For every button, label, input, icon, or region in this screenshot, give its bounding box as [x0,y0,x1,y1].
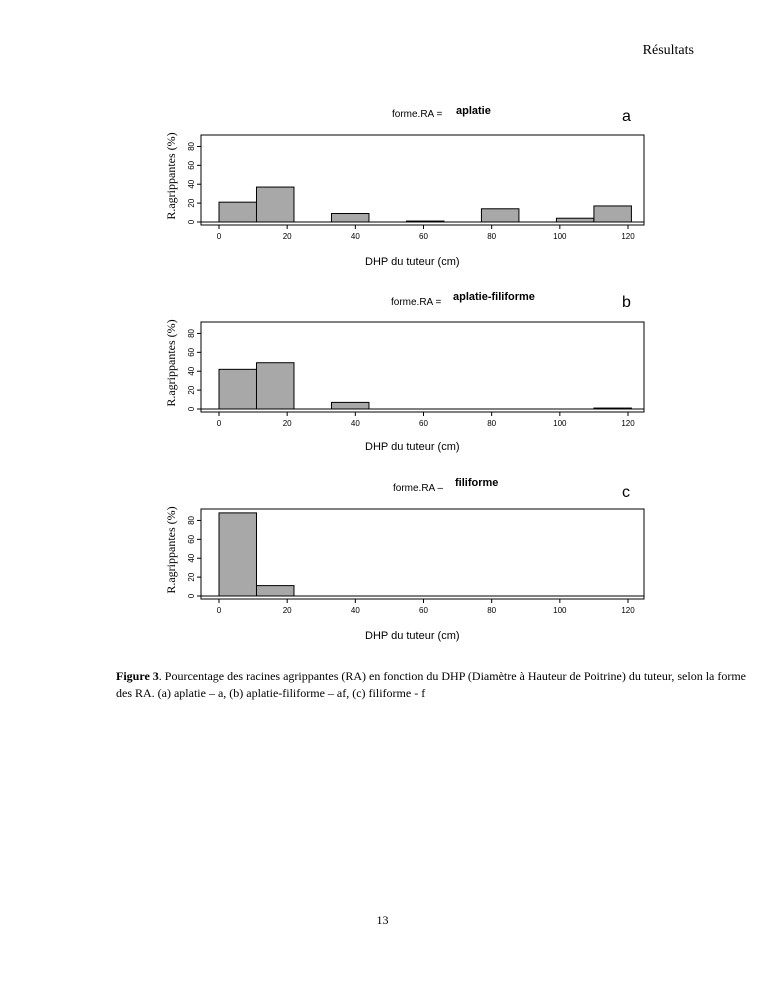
x-tick-label: 20 [282,606,292,615]
histogram-b [160,287,660,462]
chart-panel-a [160,100,660,275]
x-tick-label: 80 [487,232,497,241]
figure-caption [116,668,756,702]
histogram-bar [219,202,256,222]
histogram-bar [256,187,293,222]
x-tick-label: 40 [350,606,360,615]
x-tick-label: 0 [216,419,222,428]
forme-value: filiforme [455,477,499,489]
panel-letter: a [622,108,631,125]
y-tick-label: 20 [187,385,196,395]
x-tick-label: 100 [553,419,567,428]
y-tick-label: 60 [187,534,196,544]
histogram-bar [556,218,593,222]
x-tick-label: 60 [419,606,428,615]
forme-value: aplatie-filiforme [453,291,535,303]
histogram-bar [331,402,368,409]
x-tick-label: 40 [350,232,360,241]
x-tick-label: 80 [487,419,497,428]
running-header: Résultats [642,43,694,58]
x-tick-label: 100 [553,232,567,241]
x-tick-label: 80 [487,606,497,615]
y-tick-label: 40 [187,553,196,563]
y-tick-label: 20 [187,572,196,582]
x-axis-title: DHP du tuteur (cm) [365,441,460,453]
y-tick-label: 0 [187,406,196,412]
figure-label: Figure 3 [116,669,159,683]
y-tick-label: 60 [187,347,196,357]
y-tick-label: 20 [187,198,196,208]
chart-panel-b [160,287,660,462]
panel-letter: b [622,294,631,311]
histogram-bar [481,209,518,222]
x-tick-label: 120 [621,232,635,241]
y-axis-title: R.agrippantes (%) [164,506,178,594]
x-tick-label: 0 [216,606,222,615]
x-tick-label: 0 [216,232,222,241]
y-tick-label: 40 [187,366,196,376]
y-tick-label: 80 [187,141,196,151]
x-tick-label: 20 [282,419,292,428]
forme-value: aplatie [456,105,491,117]
forme-label: forme.RA = [392,109,443,120]
chart-panel-c [160,474,660,649]
histogram-c [160,474,660,649]
histogram-bar [219,369,256,409]
y-tick-label: 80 [187,328,196,338]
histogram-bar [594,206,631,222]
y-tick-label: 0 [187,219,196,225]
histogram-bar [331,214,368,223]
x-tick-label: 120 [621,419,635,428]
y-tick-label: 80 [187,515,196,525]
x-tick-label: 20 [282,232,292,241]
histogram-bar [256,586,293,596]
x-tick-label: 60 [419,232,428,241]
page-number: 13 [376,913,389,927]
histogram-bar [256,363,293,409]
panel-letter: c [622,484,630,501]
y-tick-label: 60 [187,160,196,170]
histogram-bar [219,513,256,596]
histogram-a [160,100,660,275]
x-tick-label: 40 [350,419,360,428]
y-axis-title: R.agrippantes (%) [164,319,178,407]
x-tick-label: 100 [553,606,567,615]
x-axis-title: DHP du tuteur (cm) [365,630,460,642]
y-tick-label: 40 [187,179,196,189]
y-tick-label: 0 [187,593,196,599]
y-axis-title: R.agrippantes (%) [164,132,178,220]
forme-label: forme.RA = [391,297,442,308]
forme-label: forme.RA – [393,483,444,494]
x-tick-label: 60 [419,419,428,428]
figure-caption-text: . Pourcentage des racines agrippantes (RA) en fonction du DHP (Diamètre à Hauteur de Poitrine) du tuteur, selon la forme des RA. (a) aplatie – a, (b) aplatie-filiforme – af, (c) filiforme - f [116,669,747,700]
x-tick-label: 120 [621,606,635,615]
x-axis-title: DHP du tuteur (cm) [365,256,460,268]
